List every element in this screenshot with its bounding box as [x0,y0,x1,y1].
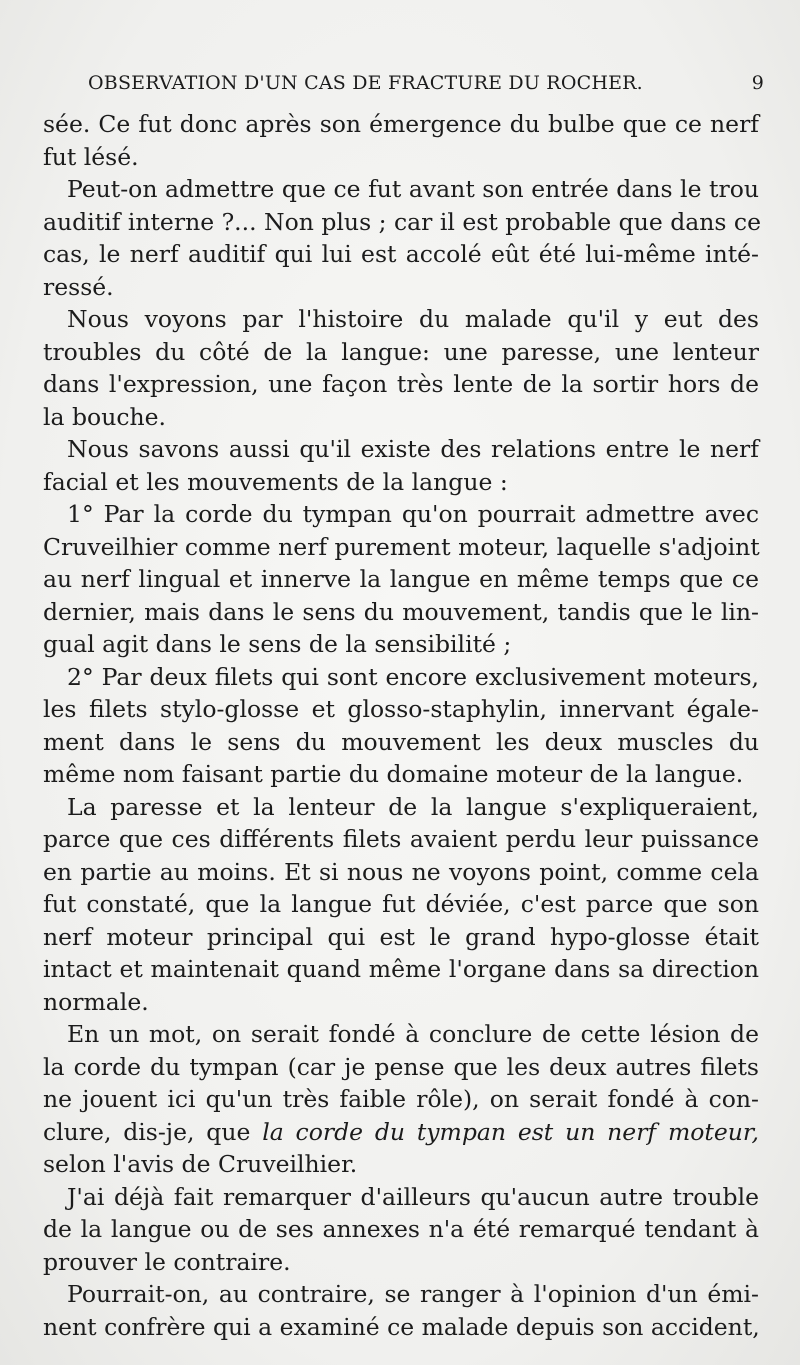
text-line: même nom faisant partie du domaine moteur de la langue. [43,760,744,788]
text-line: facial et les mouvements de la langue : [43,467,508,496]
text-line: troubles du côté de la langue: une paresse, une lenteur [43,337,759,366]
text-line [43,1116,759,1149]
text-line: cas, le nerf auditif qui lui est accolé eût été lui-même inté- [43,240,759,268]
text-line: au nerf lingual et innerve la langue en même temps que ce [43,565,759,593]
text-line: gual agit dans le sens de la sensibilité ; [43,630,512,658]
text-line: normale. [43,987,149,1016]
text-line: nent confrère qui a examiné ce malade depuis son accident, [43,1312,760,1341]
paragraph [43,173,762,303]
paragraph [43,498,759,661]
text-line: En un mot, on serait fondé à conclure de cette lésion de [67,1020,759,1048]
text-line: Pourrait-on, au contraire, se ranger à l'opinion d'un émi- [67,1280,759,1308]
italic-phrase: la corde du tympan est un nerf moteur, [262,1117,759,1146]
text-line: ment dans le sens du mouvement les deux muscles du [43,727,759,756]
text-line: les filets stylo-glosse et glosso-staphylin, innervant égale- [43,695,759,723]
body-text [43,108,762,1343]
text-line: la bouche. [43,402,166,431]
paragraph [43,791,759,1019]
text-line: fut lésé. [43,142,139,171]
text-line: Peut-on admettre que ce fut avant son entrée dans le trou [67,175,759,203]
text-line: auditif interne ?... Non plus ; car il est probable que dans ce [43,207,762,236]
text-line: ne jouent ici qu'un très faible rôle), on serait fondé à con- [43,1085,759,1113]
paragraph [43,108,759,173]
text-line: en partie au moins. Et si nous ne voyons point, comme cela [43,857,759,886]
text-line: sée. Ce fut donc après son émergence du bulbe que ce nerf [43,110,759,138]
text-line: J'ai déjà fait remarquer d'ailleurs qu'aucun autre trouble [67,1182,759,1211]
text-line: parce que ces différents filets avaient perdu leur puissance [43,825,759,853]
text-line: fut constaté, que la langue fut déviée, c'est parce que son [43,890,759,918]
text-line: de la langue ou de ses annexes n'a été remarqué tendant à [43,1215,759,1243]
paragraph [43,433,759,498]
paragraph [43,1181,759,1279]
text-line: La paresse et la lenteur de la langue s'expliqueraient, [67,792,759,821]
text-line: Nous voyons par l'histoire du malade qu'il y eut des [67,305,759,333]
text-line: 2° Par deux filets qui sont encore exclusivement moteurs, [67,662,759,691]
text-line: ressé. [43,272,114,301]
page-header [88,72,764,102]
text-segment: clure, dis-je, que [43,1117,263,1146]
text-line: Nous savons aussi qu'il existe des relations entre le nerf [67,435,759,463]
page-number: 9 [751,72,764,94]
text-line: prouver le contraire. [43,1247,291,1276]
text-line: Cruveilhier comme nerf purement moteur, laquelle s'adjoint [43,532,760,561]
text-line: dans l'expression, une façon très lente de la sortir hors de [43,370,759,398]
paragraph [43,1278,759,1343]
text-line: nerf moteur principal qui est le grand hypo-glosse était [43,922,759,951]
paragraph [43,303,759,433]
text-line: selon l'avis de Cruveilhier. [43,1150,358,1178]
paragraph [43,661,759,791]
text-line: dernier, mais dans le sens du mouvement, tandis que le lin- [43,597,759,626]
text-line: intact et maintenait quand même l'organe dans sa direction [43,955,759,983]
paragraph [43,1018,759,1181]
running-title: OBSERVATION D'UN CAS DE FRACTURE DU ROCHER. [88,72,643,94]
text-line: la corde du tympan (car je pense que les deux autres filets [43,1052,759,1081]
text-line: 1° Par la corde du tympan qu'on pourrait admettre avec [67,500,759,528]
